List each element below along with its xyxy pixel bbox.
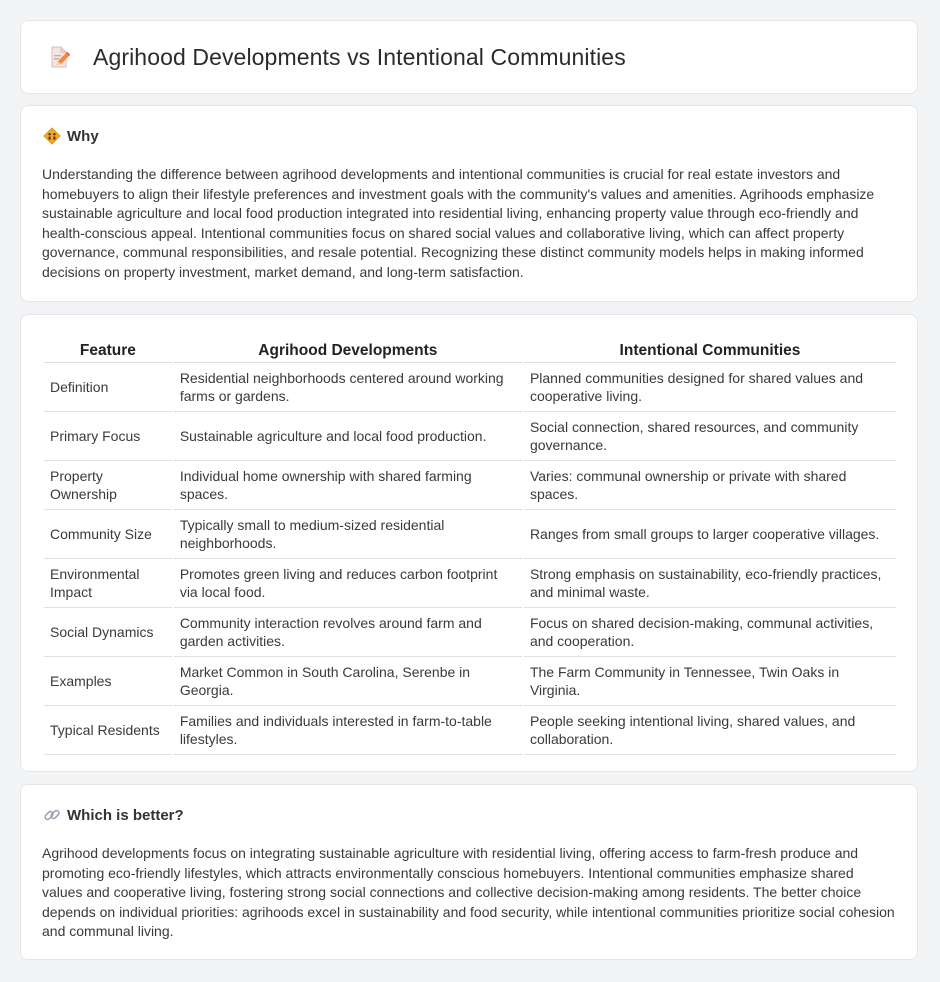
cell-feature: Environmental Impact — [44, 559, 172, 608]
cell-intentional: Ranges from small groups to larger cooperative villages. — [524, 510, 896, 559]
cell-agrihood: Promotes green living and reduces carbon footprint via local food. — [174, 559, 522, 608]
table-row — [44, 510, 896, 559]
why-heading — [43, 127, 99, 145]
table-row — [44, 559, 896, 608]
cell-intentional: Focus on shared decision-making, communal activities, and cooperation. — [524, 608, 896, 657]
better-text: Agrihood developments focus on integrating sustainable agriculture with residential living, offering access to farm-fresh produce and promoting eco-friendly lifestyles, which attracts environmentally conscious homebuyers. Intentional communities emphasize shared values and cooperative living, fostering strong social connections and collective decision-making among residents. The better choice depends on individual priorities: agrihoods excel in sustainability and food security, while intentional communities prioritize social cohesion and communal living. — [42, 845, 895, 939]
cell-agrihood: Typically small to medium-sized residential neighborhoods. — [174, 510, 522, 559]
cell-feature: Typical Residents — [44, 706, 172, 755]
table-row — [44, 412, 896, 461]
cell-intentional: Social connection, shared resources, and community governance. — [524, 412, 896, 461]
header-feature: Feature — [44, 334, 172, 363]
cell-feature: Examples — [44, 657, 172, 706]
cell-intentional: The Farm Community in Tennessee, Twin Oaks in Virginia. — [524, 657, 896, 706]
document-pencil-icon — [47, 45, 71, 69]
page-title: Agrihood Developments vs Intentional Communities — [93, 43, 626, 70]
why-title: Why — [67, 127, 99, 145]
comparison-section — [20, 314, 918, 772]
cell-feature: Property Ownership — [44, 461, 172, 510]
better-heading — [43, 806, 184, 824]
table-header-row — [44, 334, 896, 363]
cell-feature: Social Dynamics — [44, 608, 172, 657]
which-better-section — [20, 784, 918, 960]
cell-agrihood: Individual home ownership with shared farming spaces. — [174, 461, 522, 510]
cell-intentional: People seeking intentional living, shared values, and collaboration. — [524, 706, 896, 755]
better-title: Which is better? — [67, 806, 184, 824]
warning-sign-icon — [43, 127, 61, 145]
table-row — [44, 657, 896, 706]
cell-feature: Definition — [44, 363, 172, 412]
cell-agrihood: Market Common in South Carolina, Serenbe in Georgia. — [174, 657, 522, 706]
table-row — [44, 706, 896, 755]
cell-agrihood: Community interaction revolves around farm and garden activities. — [174, 608, 522, 657]
header-agrihood: Agrihood Developments — [174, 334, 522, 363]
link-icon — [43, 806, 61, 824]
why-section — [20, 105, 918, 302]
comparison-table — [42, 334, 898, 755]
cell-agrihood: Sustainable agriculture and local food production. — [174, 412, 522, 461]
cell-agrihood: Residential neighborhoods centered around working farms or gardens. — [174, 363, 522, 412]
cell-agrihood: Families and individuals interested in farm-to-table lifestyles. — [174, 706, 522, 755]
cell-intentional: Strong emphasis on sustainability, eco-friendly practices, and minimal waste. — [524, 559, 896, 608]
table-row — [44, 608, 896, 657]
cell-feature: Primary Focus — [44, 412, 172, 461]
table-row — [44, 461, 896, 510]
cell-intentional: Planned communities designed for shared values and cooperative living. — [524, 363, 896, 412]
cell-intentional: Varies: communal ownership or private with shared spaces. — [524, 461, 896, 510]
header-card — [20, 20, 918, 94]
header-intentional: Intentional Communities — [524, 334, 896, 363]
table-row — [44, 363, 896, 412]
cell-feature: Community Size — [44, 510, 172, 559]
why-text: Understanding the difference between agrihood developments and intentional communities is crucial for real estate investors and homebuyers to align their lifestyle preferences and investment goals with the community's values and amenities. Agrihoods emphasize sustainable agriculture and local food production integrated into residential living, enhancing property value through eco-friendly and health-conscious appeal. Intentional communities focus on shared social values and collaborative living, which can affect property governance, communal responsibilities, and resale potential. Recognizing these distinct community models helps in making informed decisions on property investment, market demand, and long-term satisfaction. — [42, 166, 875, 280]
